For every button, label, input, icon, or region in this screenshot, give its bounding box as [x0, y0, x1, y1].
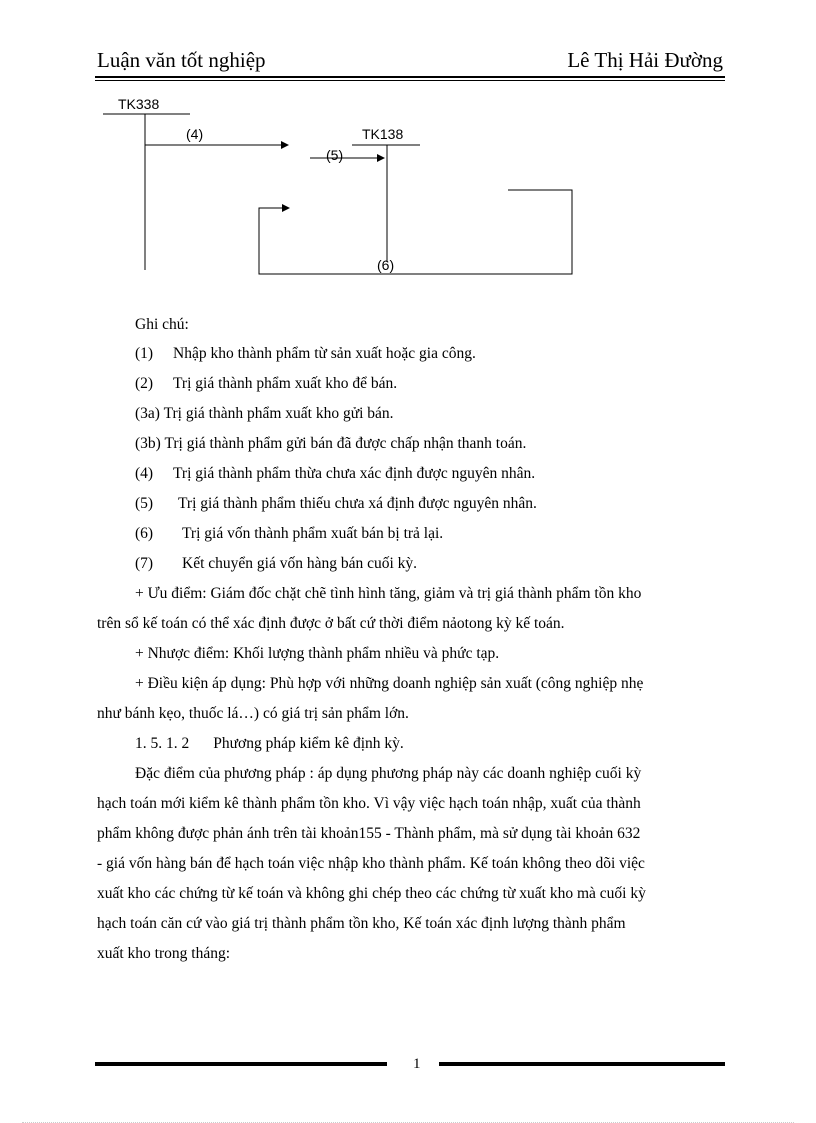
section-number: 1. 5. 1. 2 — [135, 735, 190, 752]
feature-paragraph-line: - giá vốn hàng bán để hạch toán việc nhập kho thành phẩm. Kế toán không theo dõi việc — [97, 855, 645, 872]
note-item — [135, 465, 535, 483]
note-number: (3a) — [135, 405, 160, 422]
flow-label-4: (4) — [186, 126, 204, 142]
note-item — [135, 435, 526, 453]
note-text: Trị giá thành phẩm xuất kho gửi bán. — [163, 405, 394, 422]
note-number: (6) — [135, 525, 154, 542]
flow-label-6: (6) — [377, 257, 395, 273]
header-author-name: Lê Thị Hải Đường — [567, 48, 723, 72]
footer-rule-right — [439, 1062, 725, 1066]
account-tk138-label: TK138 — [362, 126, 404, 142]
note-item — [135, 525, 443, 543]
page-number: 1 — [413, 1056, 421, 1072]
page-header — [95, 48, 725, 74]
note-number: (7) — [135, 555, 154, 572]
note-text: Trị giá thành phẩm xuất kho để bán. — [173, 375, 398, 392]
disadvantage-paragraph: + Nhược điểm: Khối lượng thành phẩm nhiều và phức tạp. — [135, 645, 500, 662]
header-thesis-title: Luận văn tốt nghiệp — [97, 48, 266, 72]
section-title: Phương pháp kiểm kê định kỳ. — [213, 735, 404, 752]
account-tk338-label: TK338 — [118, 96, 160, 112]
note-number: (5) — [135, 495, 154, 512]
page-footer — [95, 1058, 725, 1078]
advantage-paragraph-line: trên sổ kế toán có thể xác định được ở bất cứ thời điểm nảotong kỳ kế toán. — [97, 615, 565, 632]
note-number: (4) — [135, 465, 154, 482]
feature-paragraph-line: hạch toán căn cứ vào giá trị thành phẩm tồn kho, Kế toán xác định lượng thành phẩm — [97, 915, 626, 932]
note-text: Trị giá thành phẩm thừa chưa xác định được nguyên nhân. — [173, 465, 536, 482]
feature-paragraph-line: Đặc điểm của phương pháp : áp dụng phương pháp này các doanh nghiệp cuối kỳ — [135, 765, 642, 782]
note-number: (1) — [135, 345, 154, 362]
note-item — [135, 555, 417, 573]
header-rule — [95, 76, 725, 81]
advantage-paragraph-line: + Ưu điểm: Giám đốc chặt chẽ tình hình tăng, giảm và trị giá thành phẩm tồn kho — [135, 585, 642, 602]
footer-rule-left — [95, 1062, 387, 1066]
note-text: Kết chuyển giá vốn hàng bán cuối kỳ. — [182, 555, 418, 572]
note-text: Trị giá vốn thành phẩm xuất bán bị trả lại. — [182, 525, 444, 542]
note-item — [135, 495, 537, 513]
note-item — [135, 405, 394, 423]
condition-paragraph-line: như bánh kẹo, thuốc lá…) có giá trị sản phẩm lớn. — [97, 705, 409, 722]
flow-loop-6 — [259, 190, 572, 274]
feature-paragraph-line: hạch toán mới kiểm kê thành phẩm tồn kho. Vì vậy việc hạch toán nhập, xuất của thành — [97, 795, 641, 812]
note-number: (3b) — [135, 435, 161, 452]
note-item — [135, 375, 397, 393]
notes-title: Ghi chú: — [135, 316, 189, 333]
condition-paragraph-line: + Điều kiện áp dụng: Phù hợp với những doanh nghiệp sản xuất (công nghiệp nhẹ — [135, 675, 644, 692]
feature-paragraph-line: xuất kho trong tháng: — [97, 945, 231, 962]
section-heading — [135, 735, 404, 753]
note-text: Nhập kho thành phẩm từ sản xuất hoặc gia công. — [173, 345, 476, 362]
feature-paragraph-line: phẩm không được phản ánh trên tài khoản155 - Thành phẩm, mà sử dụng tài khoản 632 — [97, 825, 641, 842]
feature-paragraph-line: xuất kho các chứng từ kế toán và không ghi chép theo các chứng từ xuất kho mà cuối kỳ — [97, 885, 646, 902]
note-text: Trị giá thành phẩm gửi bán đã được chấp nhận thanh toán. — [164, 435, 527, 452]
note-item — [135, 345, 476, 363]
note-text: Trị giá thành phẩm thiếu chưa xá định được nguyên nhân. — [178, 495, 537, 512]
flow-label-5: (5) — [326, 147, 344, 163]
t-account-diagram — [0, 88, 816, 288]
note-number: (2) — [135, 375, 154, 392]
